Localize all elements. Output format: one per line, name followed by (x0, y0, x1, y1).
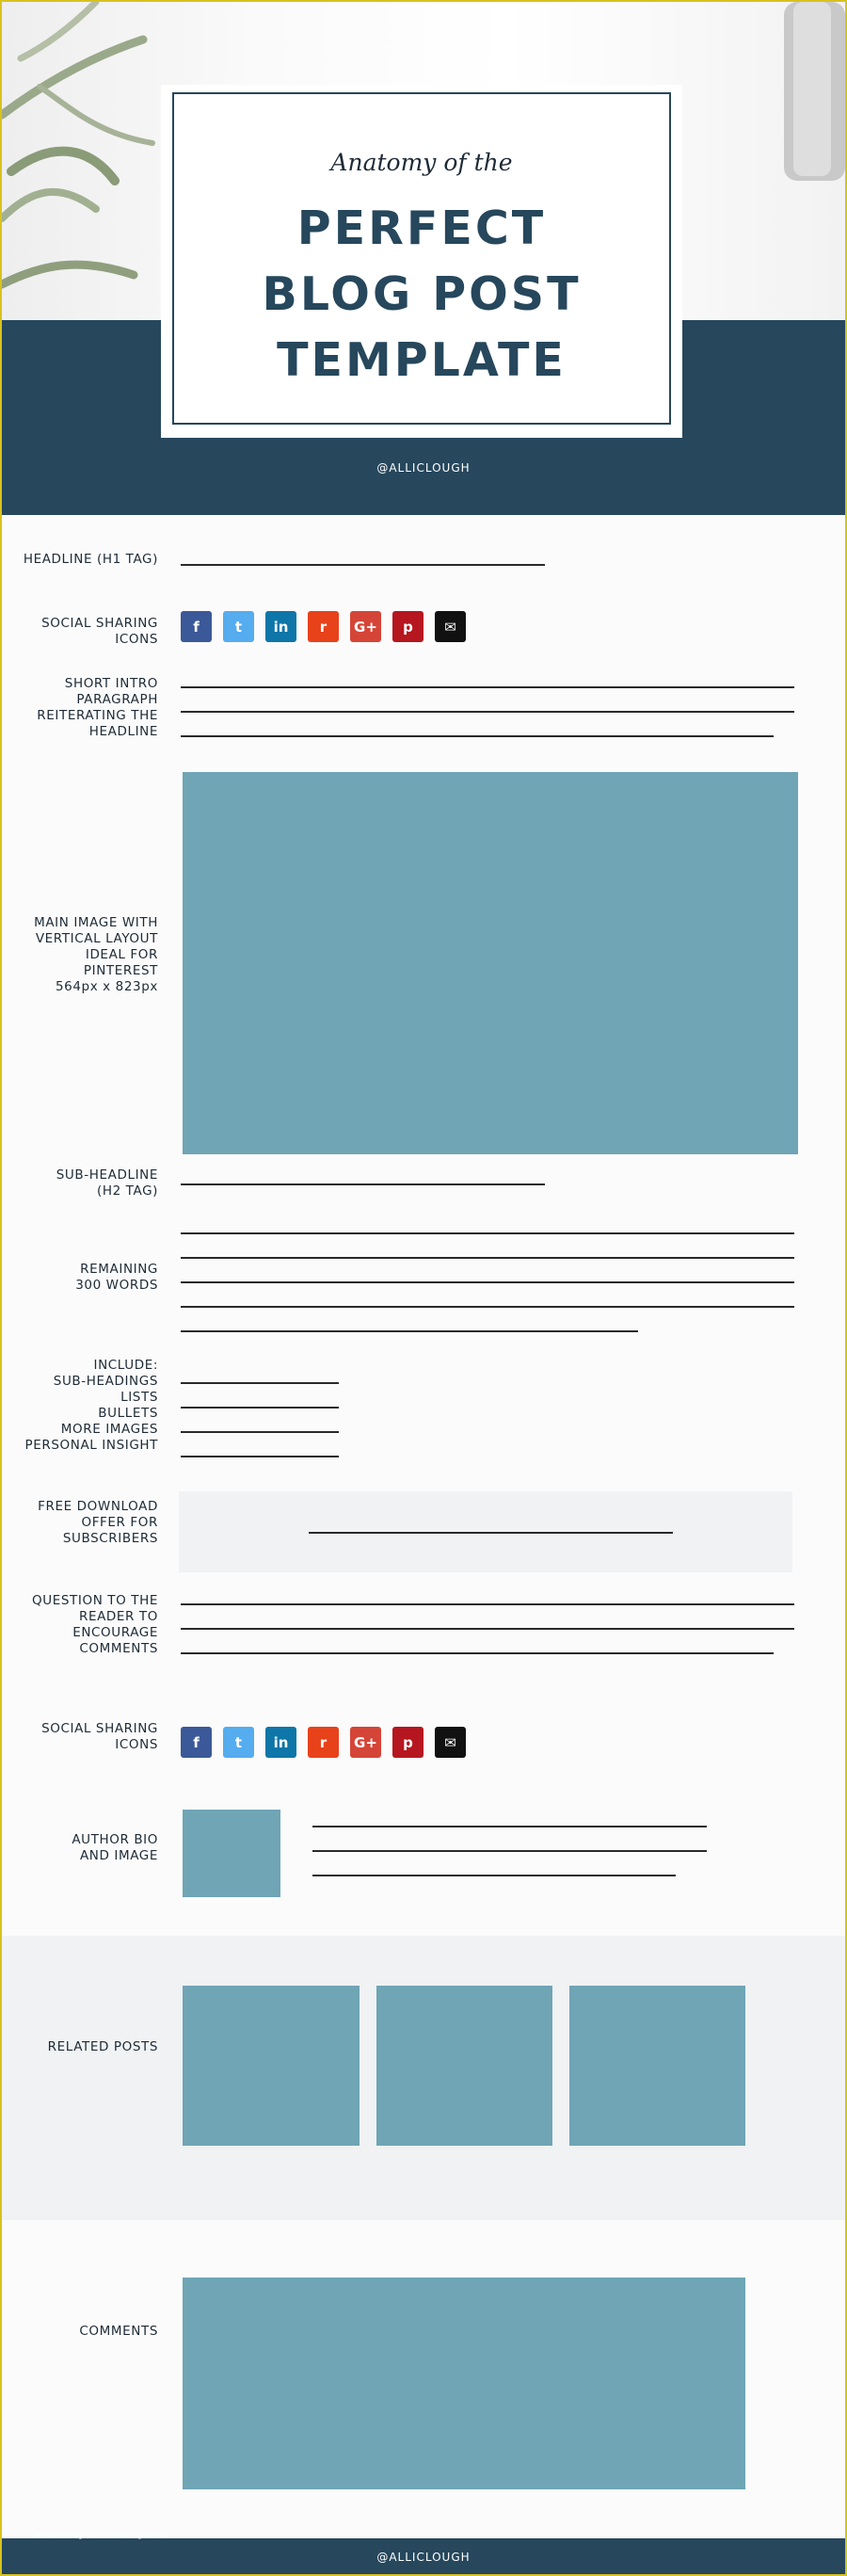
body-line (181, 1232, 794, 1234)
intro-line (181, 711, 794, 713)
label-line: SHORT INTRO (64, 676, 158, 691)
page-title (174, 196, 669, 394)
body-line (181, 1330, 638, 1332)
include-line (181, 1456, 339, 1457)
label-line: IDEAL FOR (85, 947, 158, 962)
author-bio-line (312, 1875, 676, 1876)
question-line (181, 1652, 774, 1654)
facebook-icon[interactable]: f (181, 1727, 212, 1758)
cup-illustration (732, 2, 845, 190)
label-line: (H2 TAG) (96, 1183, 158, 1199)
headline-label: HEADLINE (H1 TAG) (23, 552, 158, 567)
intro-line (181, 686, 794, 688)
label-line: VERTICAL LAYOUT (35, 931, 158, 946)
label-line: SUB-HEADLINE (56, 1167, 158, 1183)
include-line (181, 1407, 339, 1409)
main-image-label (15, 915, 158, 995)
pinterest-icon[interactable]: p (392, 1727, 424, 1758)
social-icons-top (181, 611, 466, 641)
label-line: LISTS (120, 1390, 158, 1405)
subheadline-line (181, 1183, 545, 1185)
download-line (309, 1532, 673, 1534)
comments-placeholder[interactable] (183, 2278, 745, 2489)
hero-handle: @ALLICLOUGH (376, 461, 471, 475)
body-line (181, 1306, 794, 1308)
reddit-icon[interactable]: r (308, 611, 339, 642)
include-line (181, 1431, 339, 1433)
google-plus-icon[interactable]: G+ (350, 1727, 381, 1758)
social-top-label (15, 616, 158, 648)
label-line: PERSONAL INSIGHT (24, 1438, 158, 1453)
intro-label (15, 676, 158, 740)
label-line: SOCIAL SHARING (41, 616, 158, 631)
facebook-icon[interactable]: f (181, 611, 212, 642)
label-line: INCLUDE: (93, 1358, 158, 1373)
include-label (15, 1358, 158, 1454)
title-card (161, 85, 682, 438)
label-line: ICONS (115, 1737, 158, 1752)
comments-label: COMMENTS (79, 2324, 158, 2339)
label-line: OFFER FOR (81, 1515, 158, 1530)
label-line: SOCIAL SHARING (41, 1721, 158, 1736)
label-line: REITERATING THE (37, 708, 158, 723)
label-line: SUBSCRIBERS (62, 1531, 158, 1546)
author-image-placeholder (183, 1810, 280, 1897)
pinterest-icon[interactable]: p (392, 611, 424, 642)
email-icon[interactable]: ✉ (435, 611, 466, 642)
social-bottom-label (15, 1721, 158, 1753)
related-posts-label: RELATED POSTS (47, 2039, 158, 2054)
related-post-thumbnail[interactable] (376, 1986, 552, 2146)
author-bio-line (312, 1850, 707, 1852)
linkedin-icon[interactable]: in (265, 611, 296, 642)
social-icons-bottom (181, 1727, 466, 1757)
footer-handle: @ALLICLOUGH (376, 2551, 471, 2564)
question-label (15, 1593, 158, 1657)
intro-line (181, 735, 774, 737)
question-line (181, 1628, 794, 1630)
label-line: ENCOURAGE (72, 1625, 158, 1640)
include-line (181, 1382, 339, 1384)
label-line: AUTHOR BIO (72, 1832, 158, 1847)
twitter-icon[interactable]: t (223, 1727, 254, 1758)
label-line: ICONS (115, 632, 158, 647)
title-line-2: BLOG POST (262, 267, 582, 321)
label-line: READER TO (78, 1609, 158, 1624)
plant-illustration (2, 2, 171, 320)
headline-line (181, 564, 545, 566)
body-line (181, 1281, 794, 1283)
main-image-placeholder (183, 772, 798, 1154)
label-line: SUB-HEADINGS (53, 1374, 158, 1389)
author-bio-line (312, 1826, 707, 1827)
hero-header (2, 2, 845, 515)
page-subtitle: Anatomy of the (330, 149, 513, 176)
twitter-icon[interactable]: t (223, 611, 254, 642)
email-icon[interactable]: ✉ (435, 1727, 466, 1758)
label-line: MAIN IMAGE WITH (34, 915, 158, 930)
linkedin-icon[interactable]: in (265, 1727, 296, 1758)
label-line: FREE DOWNLOAD (38, 1499, 158, 1514)
source-credit: www.heritagechristiancollege.com (36, 2531, 166, 2539)
label-line: QUESTION TO THE (32, 1593, 158, 1608)
label-line: BULLETS (98, 1406, 158, 1421)
title-line-1: PERFECT (296, 201, 547, 255)
label-line: HEADLINE (88, 724, 158, 739)
download-label (15, 1499, 158, 1547)
label-line: REMAINING (80, 1262, 158, 1277)
label-line: AND IMAGE (79, 1848, 158, 1863)
title-line-3: TEMPLATE (277, 333, 567, 387)
author-label (15, 1832, 158, 1864)
label-line: PARAGRAPH (76, 692, 158, 707)
label-line: 564px x 823px (55, 979, 158, 994)
subheadline-label (15, 1167, 158, 1199)
label-line: COMMENTS (79, 1641, 158, 1656)
label-line: PINTEREST (83, 963, 158, 978)
title-card-frame (172, 92, 671, 425)
reddit-icon[interactable]: r (308, 1727, 339, 1758)
label-line: 300 WORDS (75, 1278, 158, 1293)
body-line (181, 1257, 794, 1259)
label-line: MORE IMAGES (60, 1422, 158, 1437)
remaining-label (15, 1262, 158, 1294)
google-plus-icon[interactable]: G+ (350, 611, 381, 642)
related-post-thumbnail[interactable] (569, 1986, 745, 2146)
related-post-thumbnail[interactable] (183, 1986, 360, 2146)
question-line (181, 1603, 794, 1605)
